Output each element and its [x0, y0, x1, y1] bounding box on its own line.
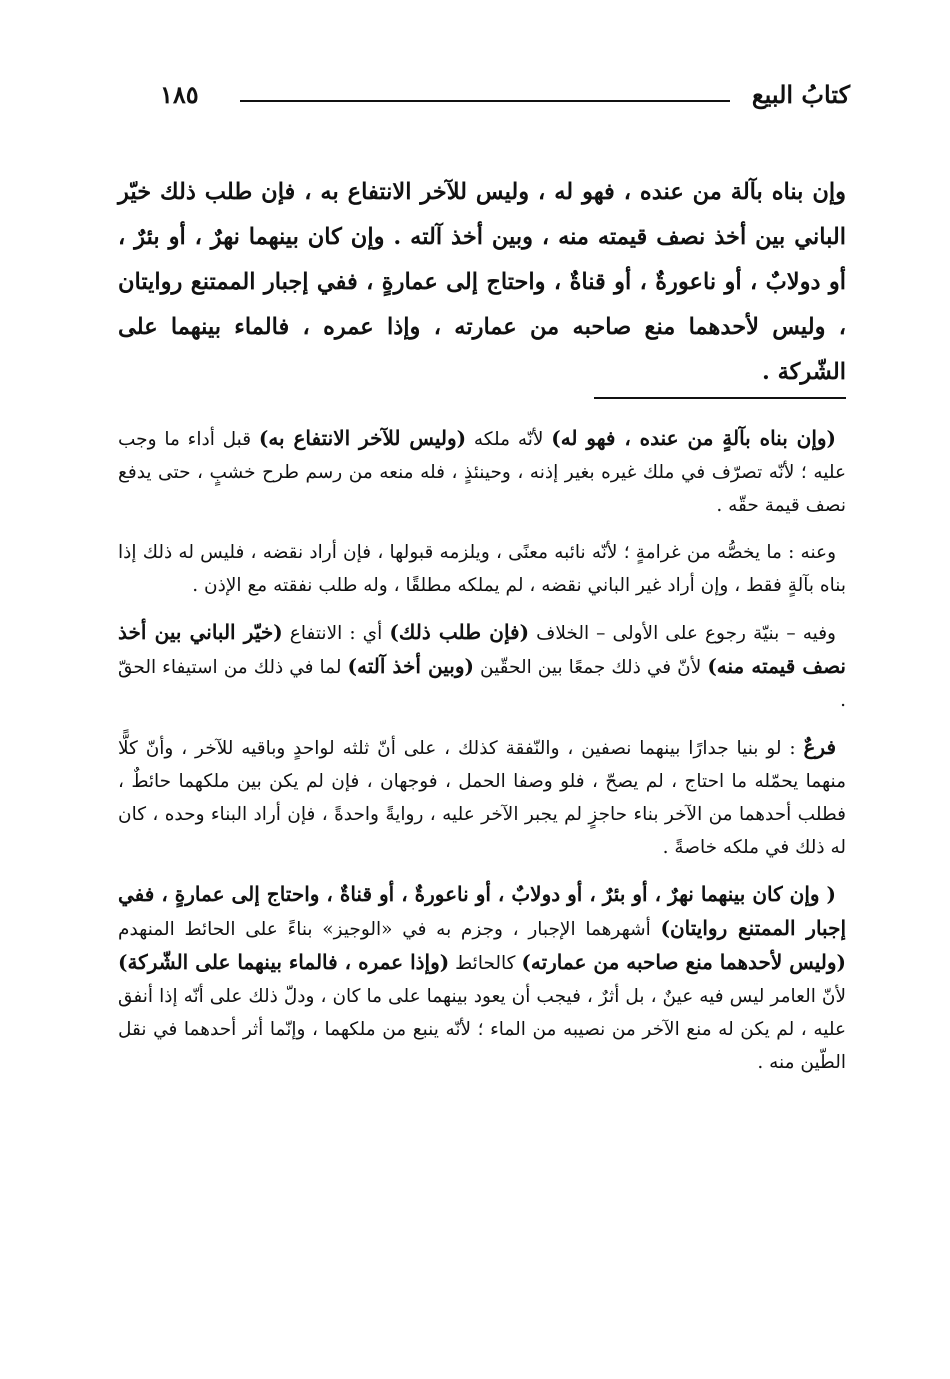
commentary-text: كالحائط — [449, 953, 522, 974]
quoted-text: (خيّر الباني بين أخذ نصف قيمته منه) — [118, 620, 846, 678]
commentary-text: أي : الانتفاع — [282, 623, 390, 644]
commentary-text: وفيه – بنيّة رجوع على الأولى – الخلاف — [529, 623, 836, 644]
main-text: وإن بناه بآلة من عنده ، فهو له ، وليس للآخر الانتفاع به ، فإن طلب ذلك خيّر الباني بين أخذ نصف قيمته منه ، وبين أخذ آلته . وإن كان بينهما نهرٌ ، أو بئرٌ ، أو دولابٌ ، أو ناعورةٌ ، أو قناةٌ ، واحتاج إلى عمارةٍ ، ففي إجبار الممتنع روايتان ، وليس لأحدهما منع صاحبه من عمارته ، وإذا عمره ، فالماء بينهما على الشّركة . — [118, 179, 846, 385]
quoted-text: (وإن بناه بآلةٍ من عنده ، فهو له) — [551, 426, 837, 450]
commentary-paragraph — [118, 536, 846, 602]
commentary-paragraph — [118, 616, 846, 717]
quoted-text: (وبين أخذ آلته) — [347, 654, 474, 678]
commentary-paragraph — [118, 878, 846, 1079]
commentary-text: وعنه : ما يخصُّه من غرامةٍ ؛ لأنّه نائبه معنًى ، ويلزمه قبولها ، فإن أراد نقضه ، فليس له ذلك إذا بناه بآلةٍ فقط ، وإن أراد غير الباني نقضه ، لم يملكه مطلقًا ، وله طلب نفقته مع الإذن . — [118, 542, 846, 596]
quoted-text: فرعٌ — [803, 735, 836, 759]
quoted-text: (وليس للآخر الانتفاع به) — [258, 426, 467, 450]
quoted-text: (وإذا عمره ، فالماء بينهما على الشّركة) — [118, 950, 450, 974]
commentary-text: : لو بنيا جدارًا بينهما نصفين ، والنّفقة كذلك ، على أنّ ثلثه لواحدٍ وباقيه للآخر ، وأنّ كلًّا منهما يحمّله ما احتاج ، لم يصحّ ، فلو وصفا الحمل ، فوجهان ، فإن لم يكن بين ملكهما حائطٌ ، فطلب أحدهما من الآخر بناء حاجزٍ لم يجبر الآخر عليه ، روايةً واحدةً ، فإن أراد البناء وحده ، كان له ذلك في ملكه خاصةً . — [118, 738, 846, 858]
running-title: كتابُ البيع — [751, 80, 850, 109]
text-separator — [594, 397, 846, 399]
commentary-text: لما في ذلك من استيفاء الحقّ . — [118, 657, 846, 711]
quoted-text: (وليس لأحدهما منع صاحبه من عمارته) — [521, 950, 846, 974]
commentary-paragraph — [118, 731, 846, 864]
page-header — [160, 80, 850, 120]
quoted-text: ( وإن كان بينهما نهرٌ ، أو بئرٌ ، أو دولابٌ ، أو ناعورةٌ ، أو قناةٌ ، واحتاج إلى عمارةٍ ، ففي إجبار الممتنع روايتان) — [118, 882, 847, 940]
commentary-text: لأنّ في ذلك جمعًا بين الحقّين — [473, 657, 708, 678]
commentary-text: أشهرهما الإجبار ، وجزم به في «الوجيز» بناءً على الحائط المنهدم — [118, 919, 661, 940]
quoted-text: (فإن طلب ذلك) — [389, 620, 530, 644]
header-rule — [240, 100, 730, 102]
commentary — [118, 422, 846, 1093]
commentary-text: لأنّ العامر ليس فيه عينٌ ، بل أثرٌ ، فيجب أن يعود بينهما على ما كان ، ودلّ ذلك على أنّه إذا أنفق عليه ، لم يكن له منع الآخر من نصيبه من الماء ؛ لأنّه ينبع من ملكهما ، وإنّما أثر أحدهما في نقل الطّين منه . — [118, 986, 846, 1073]
commentary-text: لأنّه ملكه — [466, 429, 552, 450]
commentary-paragraph — [118, 422, 846, 522]
commentary-text: قبل أداء ما وجب عليه ؛ لأنّه تصرّف في ملك غيره بغير إذنه ، وحينئذٍ ، فله منعه من رسم طرح خشبٍ ، حتى يدفع نصف قيمة حقّه . — [118, 429, 846, 516]
page-number: ١٨٥ — [160, 80, 199, 109]
